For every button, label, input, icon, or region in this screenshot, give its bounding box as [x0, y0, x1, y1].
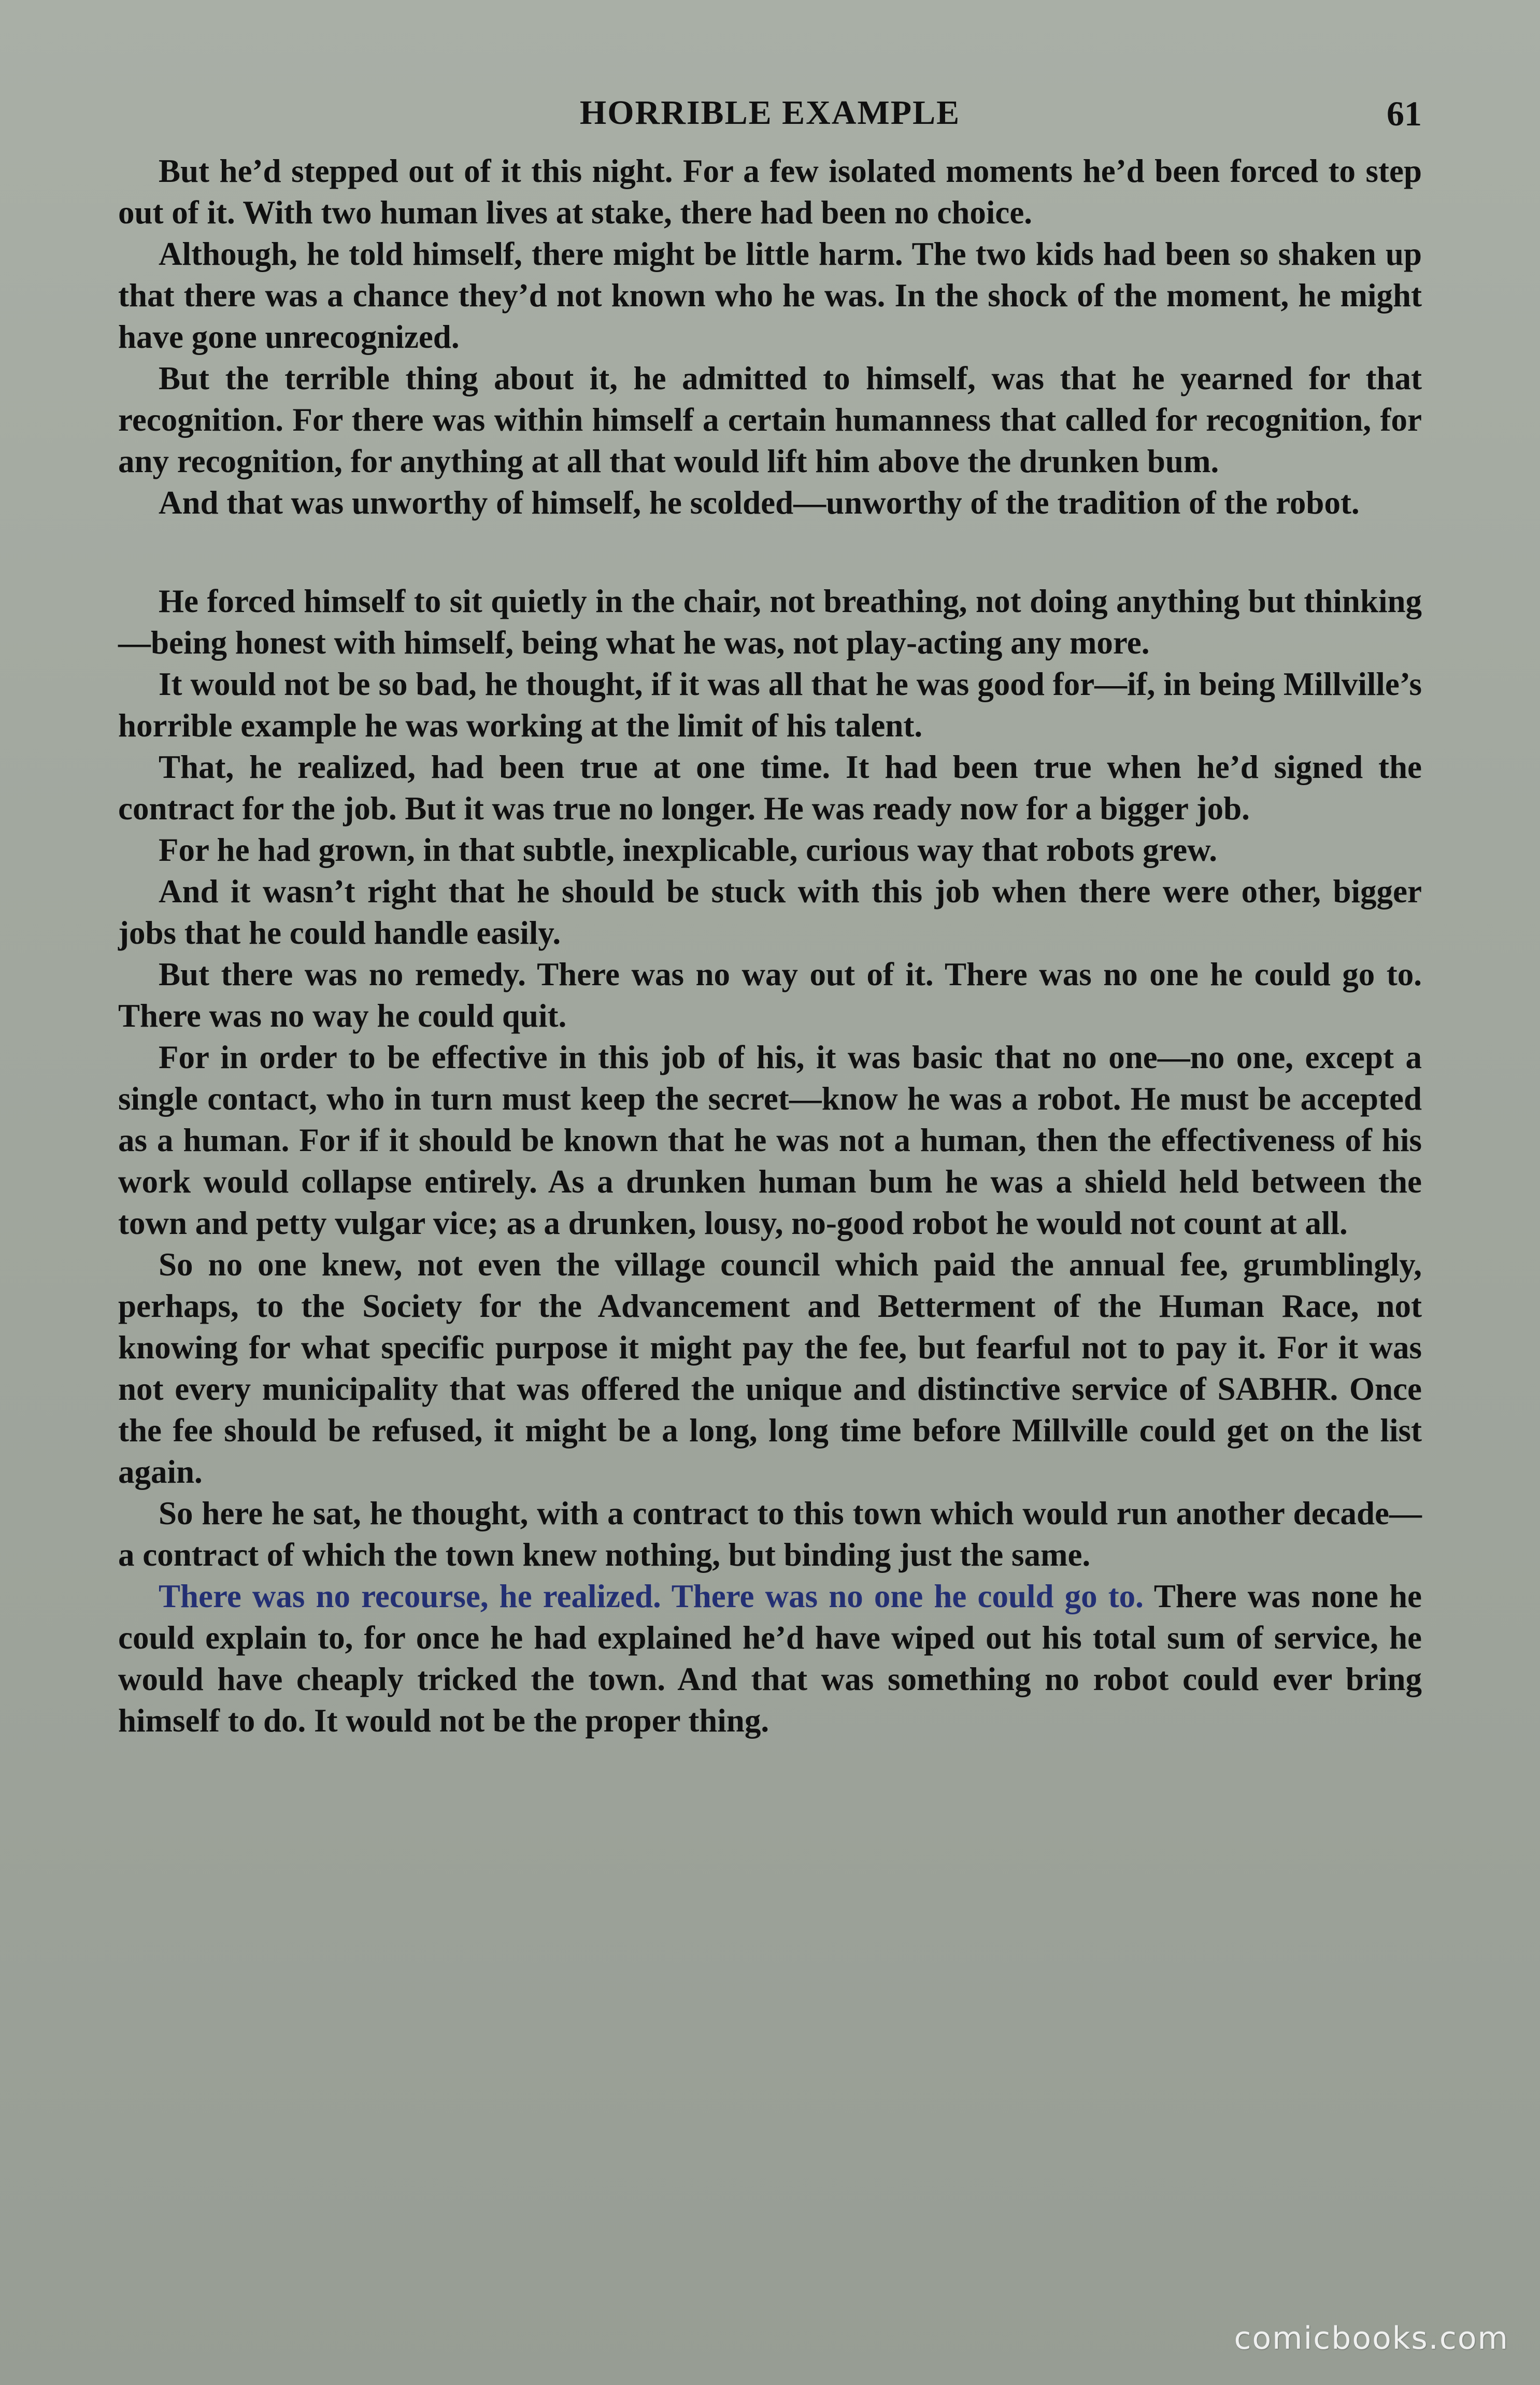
- paragraph: And that was unworthy of himself, he scolded—unworthy of the tradition of the robot.: [159, 485, 1360, 521]
- final-paragraph-blue-lead: There was no recourse, he realized. There was no one he could go to.: [159, 1578, 1144, 1614]
- body-text: [118, 150, 1422, 1741]
- paragraph: For in order to be effective in this job of his, it was basic that no one—no one, except a single contact, who in turn must keep the secret—know he was a robot. He must be accepted as a human. For if it should be known that he was not a human, then the effectiveness of his work would collapse entirely. As a drunken human bum he was a shield held between the town and petty vulgar vice; as a drunken, lousy, no-good robot he would not count at all.: [118, 1039, 1422, 1241]
- final-paragraph: [118, 1575, 1422, 1741]
- paragraph: But the terrible thing about it, he admitted to himself, was that he yearned for that recognition. For there was within himself a certain humanness that called for recognition, for any recognition, for anything at all that would lift him above the drunken bum.: [118, 360, 1422, 479]
- paragraph: But there was no remedy. There was no way out of it. There was no one he could go to. There was no way he could quit.: [118, 956, 1422, 1034]
- page-number: 61: [1387, 94, 1422, 133]
- watermark: comicbooks.com: [1234, 2320, 1509, 2356]
- paragraph: Although, he told himself, there might be little harm. The two kids had been so shaken up that there was a chance they’d not known who he was. In the shock of the moment, he might have gone unrecognized.: [118, 236, 1422, 355]
- paragraph: For he had grown, in that subtle, inexplicable, curious way that robots grew.: [159, 832, 1218, 868]
- paragraph: So here he sat, he thought, with a contract to this town which would run another decade—a contract of which the town knew nothing, but binding just the same.: [118, 1495, 1422, 1573]
- paragraph: And it wasn’t right that he should be stuck with this job when there were other, bigger jobs that he could handle easily.: [118, 873, 1422, 951]
- section-break: [118, 523, 1422, 580]
- chapter-title: HORRIBLE EXAMPLE: [579, 94, 961, 132]
- paragraph: It would not be so bad, he thought, if it was all that he was good for—if, in being Millville’s horrible example he was working at the limit of his talent.: [118, 666, 1422, 744]
- paragraph: He forced himself to sit quietly in the chair, not breathing, not doing anything but thinking—being honest with himself, being what he was, not play-acting any more.: [118, 583, 1422, 661]
- paragraph: That, he realized, had been true at one time. It had been true when he’d signed the contract for the job. But it was true no longer. He was ready now for a bigger job.: [118, 749, 1422, 827]
- paragraph: But he’d stepped out of it this night. For a few isolated moments he’d been forced to step out of it. With two human lives at stake, there had been no choice.: [118, 153, 1422, 231]
- paragraph: So no one knew, not even the village council which paid the annual fee, grumblingly, perhaps, to the Society for the Advancement and Betterment of the Human Race, not knowing for what specific purpose it might pay the fee, but fearful not to pay it. For it was not every municipality that was offered the unique and distinctive service of SABHR. Once the fee should be refused, it might be a long, long time before Millville could get on the list again.: [118, 1246, 1422, 1490]
- final-paragraph-rest: There was none he could explain to, for once he had explained he’d have wiped out his total sum of service, he would have cheaply tricked the town. And that was something no robot could ever bring himself to do. It would not be the proper thing.: [118, 1578, 1422, 1739]
- running-head: [118, 93, 1422, 150]
